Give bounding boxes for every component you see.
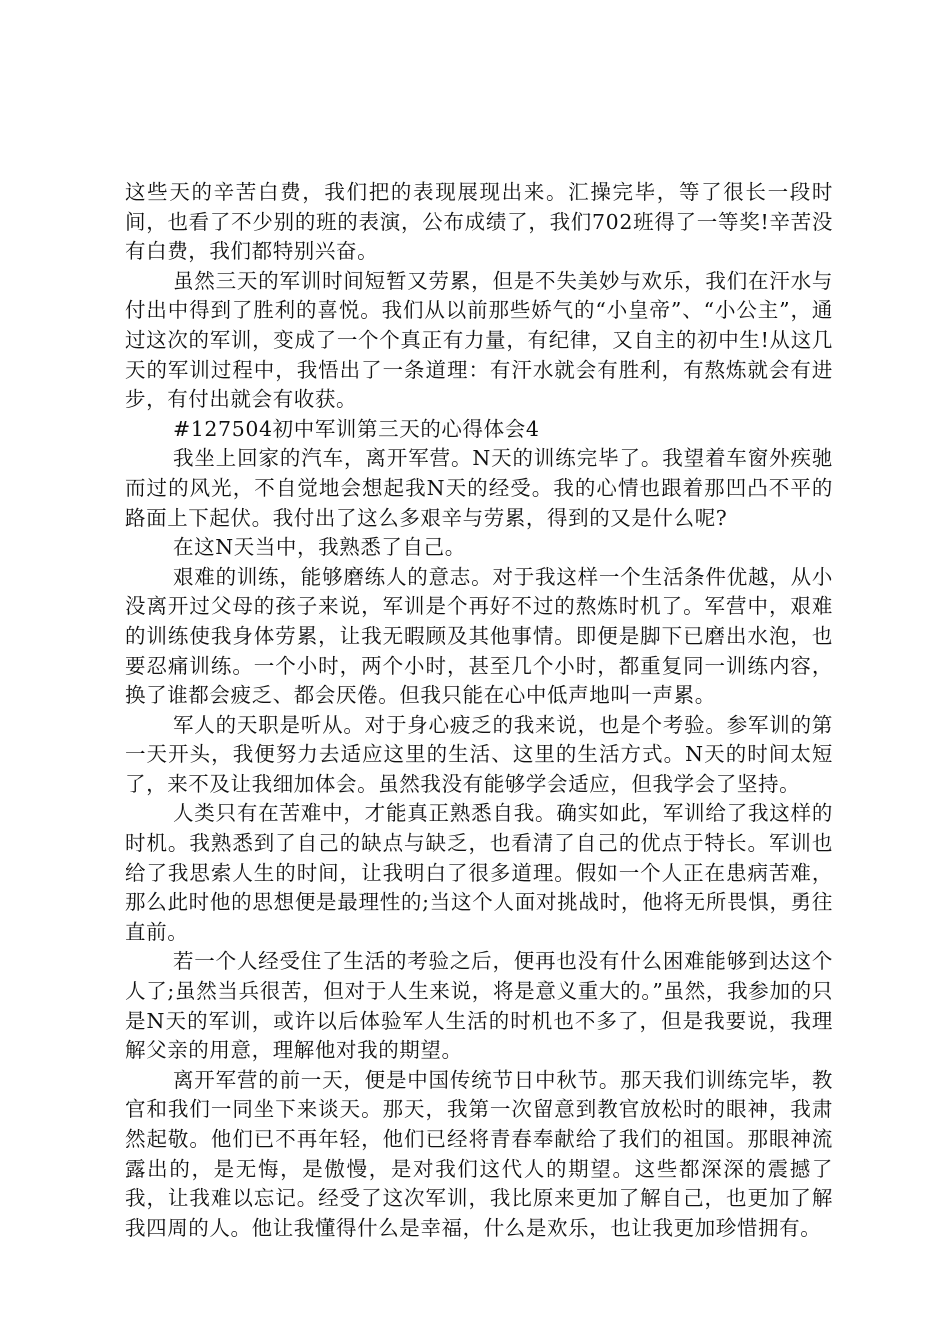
section-heading: #127504初中军训第三天的心得体会4 [173, 416, 540, 441]
paragraph: 离开军营的前一天，便是中国传统节日中秋节。那天我们训练完毕，教官和我们一同坐下来谈天。那天，我第一次留意到教官放松时的眼神，我肃然起敬。他们已不再年轻，他们已经将青春奉献给了我们的祖国。那眼神流露出的，是无悔，是傲慢，是对我们这代人的期望。这些都深深的震撼了我，让我难以忘记。经受了这次军训，我比原来更加了解自己，也更加了解我四周的人。他让我懂得什么是幸福，什么是欢乐，也让我更加珍惜拥有。 [125, 1067, 833, 1240]
document-body [125, 178, 833, 1243]
paragraph: 虽然三天的军训时间短暂又劳累，但是不失美妙与欢乐，我们在汗水与付出中得到了胜利的喜悦。我们从以前那些娇气的“小皇帝”、“小公主”，通过这次的军训，变成了一个个真正有力量，有纪律，又自主的初中生!从这几天的军训过程中，我悟出了一条道理：有汗水就会有胜利，有熬炼就会有进步，有付出就会有收获。 [125, 268, 833, 412]
paragraph: 军人的天职是听从。对于身心疲乏的我来说，也是个考验。参军训的第一天开头，我便努力去适应这里的生活、这里的生活方式。N天的时间太短了，来不及让我细加体会。虽然我没有能够学会适应，但我学会了坚持。 [125, 712, 833, 796]
paragraph: 艰难的训练，能够磨练人的意志。对于我这样一个生活条件优越，从小没离开过父母的孩子来说，军训是个再好不过的熬炼时机了。军营中，艰难的训练使我身体劳累，让我无暇顾及其他事情。即便是脚下已磨出水泡，也要忍痛训练。一个小时，两个小时，甚至几个小时，都重复同一训练内容，换了谁都会疲乏、都会厌倦。但我只能在心中低声地叫一声累。 [125, 564, 833, 708]
paragraph: 若一个人经受住了生活的考验之后，便再也没有什么困难能够到达这个人了;虽然当兵很苦，但对于人生来说，将是意义重大的。”虽然，我参加的只是N天的军训，或许以后体验军人生活的时机也不多了，但是我要说，我理解父亲的用意，理解他对我的期望。 [125, 949, 833, 1063]
paragraph: 我坐上回家的汽车，离开军营。N天的训练完毕了。我望着车窗外疾驰而过的风光，不自觉地会想起我N天的经受。我的心情也跟着那凹凸不平的路面上下起伏。我付出了这么多艰辛与劳累，得到的又是什么呢? [125, 446, 833, 530]
paragraph: 这些天的辛苦白费，我们把的表现展现出来。汇操完毕，等了很长一段时间，也看了不少别的班的表演，公布成绩了，我们702班得了一等奖!辛苦没有白费，我们都特别兴奋。 [125, 180, 833, 264]
paragraph: 人类只有在苦难中，才能真正熟悉自我。确实如此，军训给了我这样的时机。我熟悉到了自己的缺点与缺乏，也看清了自己的优点于特长。军训也给了我思索人生的时间，让我明白了很多道理。假如一个人正在患病苦难，那么此时他的思想便是最理性的;当这个人面对挑战时，他将无所畏惧，勇往直前。 [125, 801, 833, 944]
paragraph: 在这N天当中，我熟悉了自己。 [173, 535, 466, 560]
